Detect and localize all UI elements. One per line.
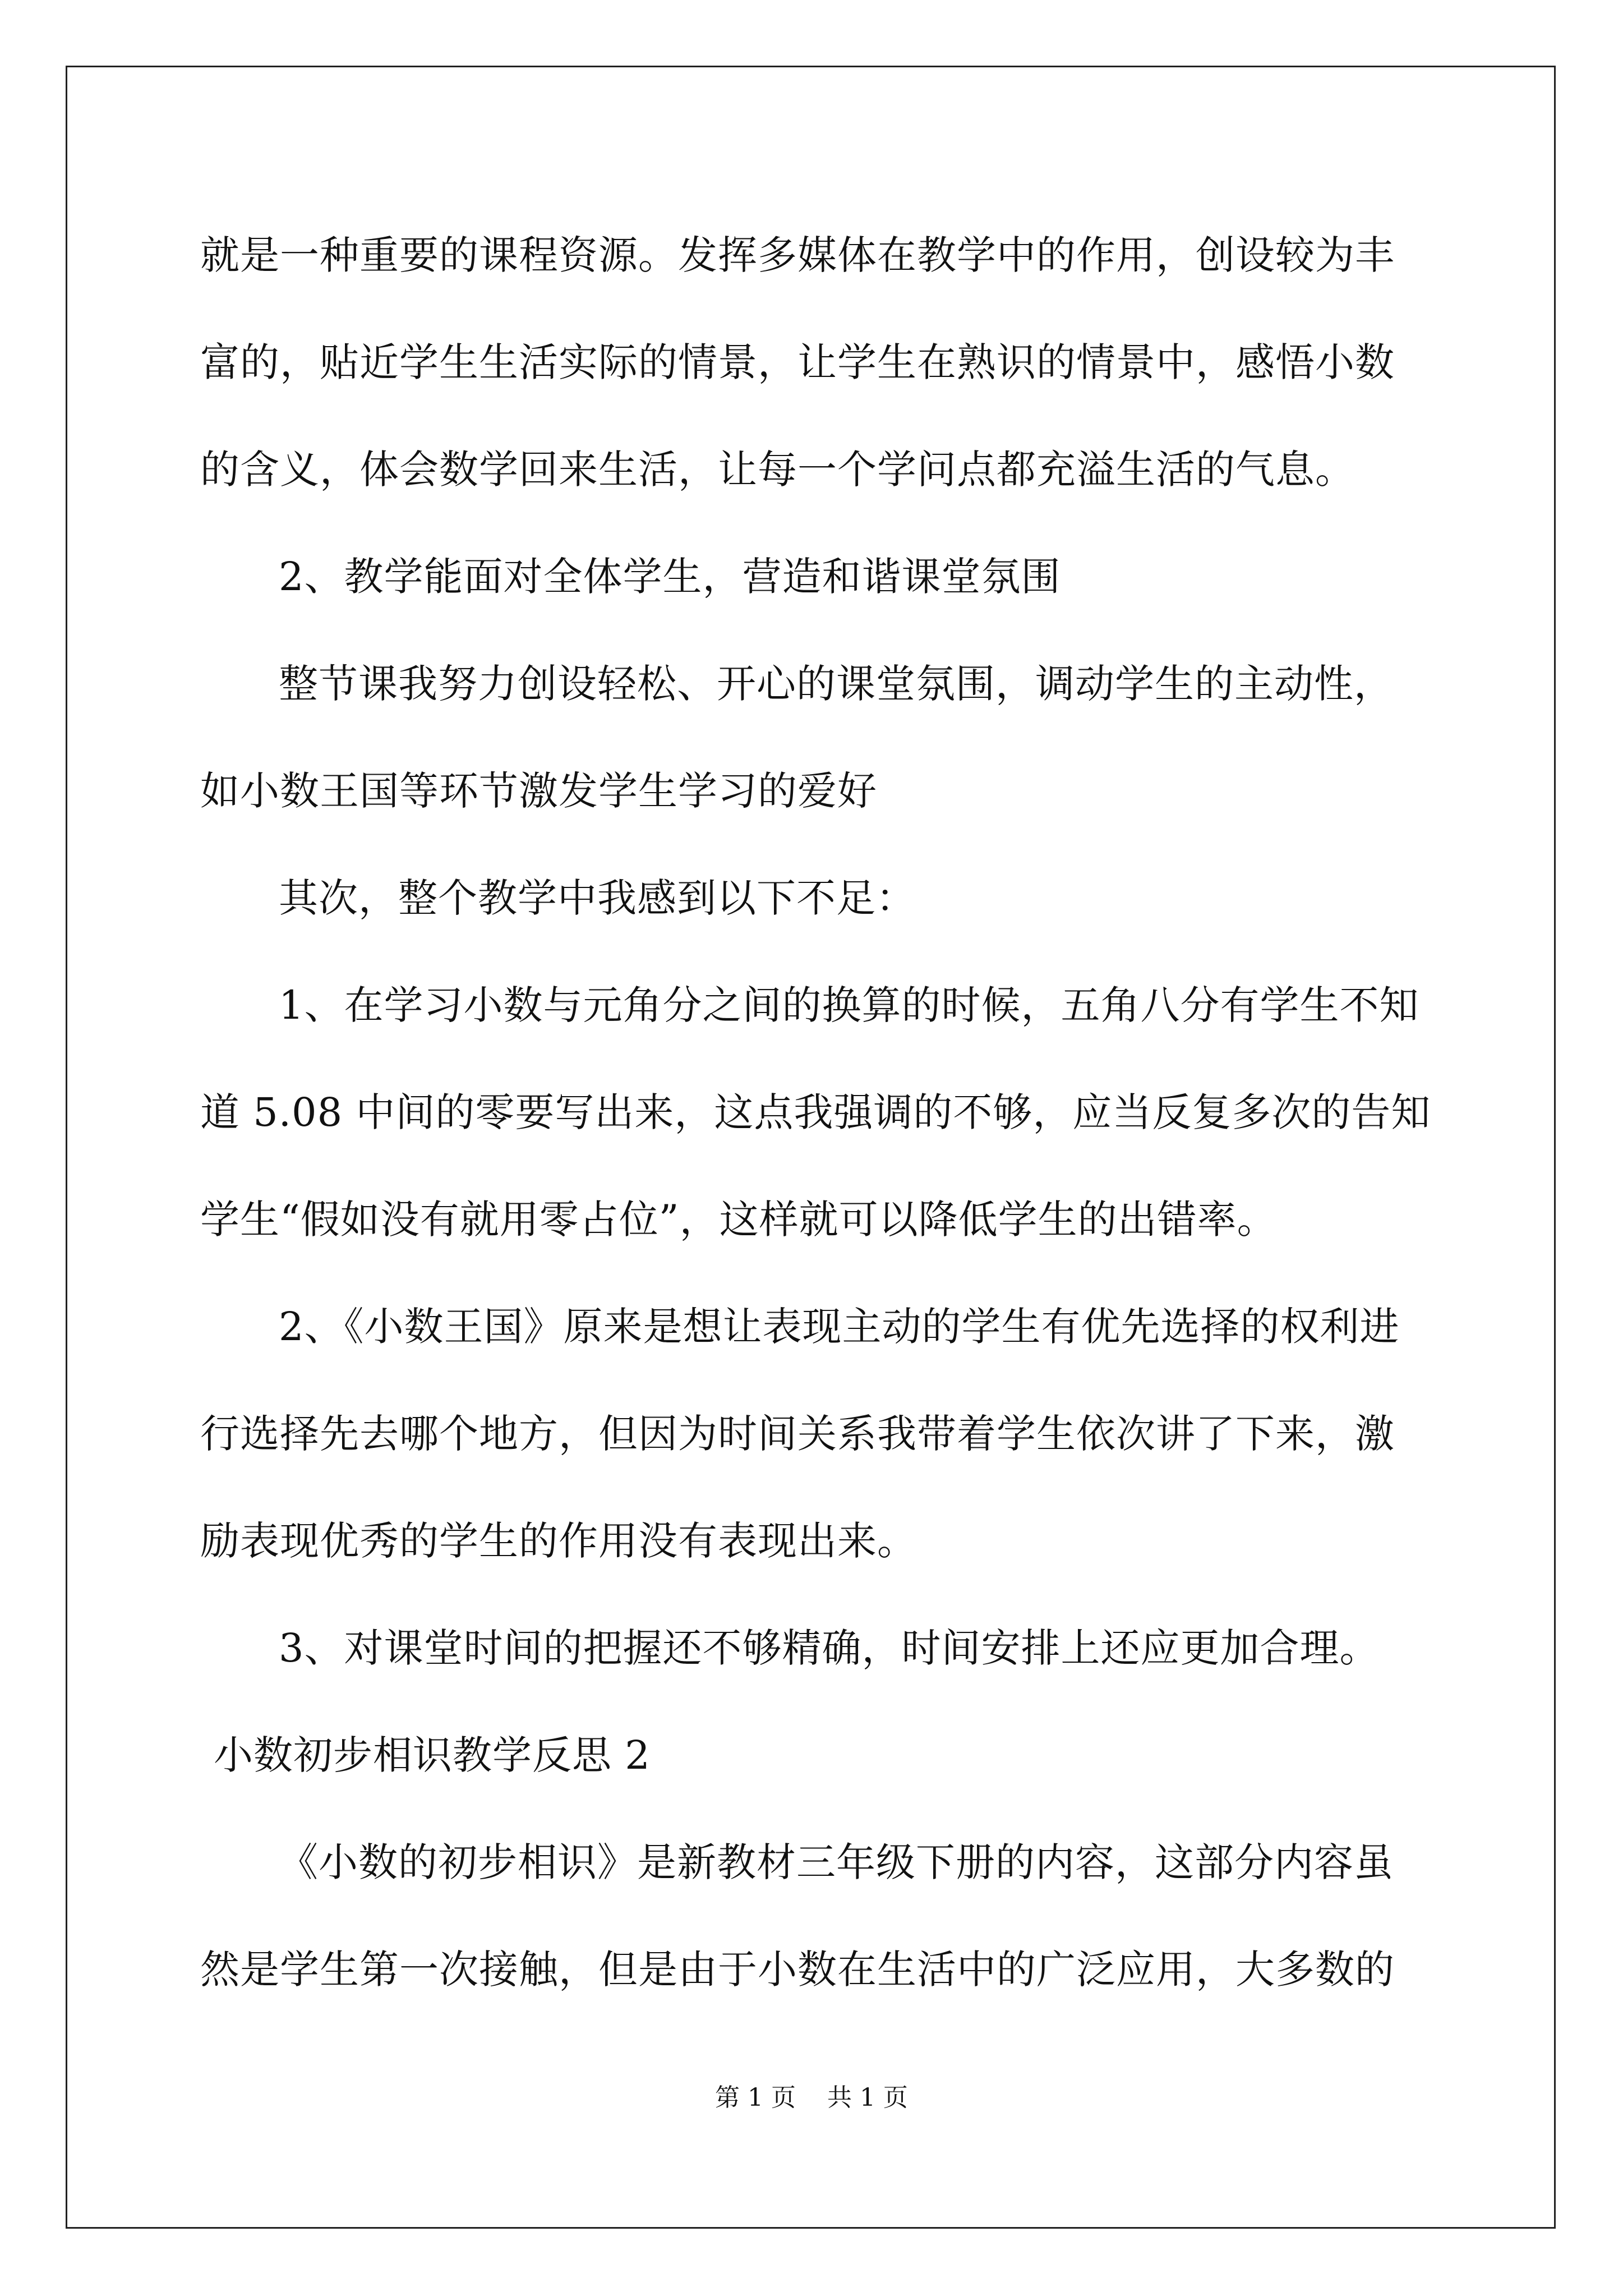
body-line: 行选择先去哪个地方，但因为时间关系我带着学生依次讲了下来，激 (200, 1411, 1395, 1457)
list-item-1: 1、在学习小数与元角分之间的换算的时候，五角八分有学生不知 (279, 982, 1419, 1028)
body-line: 如小数王国等环节激发学生学习的爱好 (200, 768, 877, 814)
body-line: 整节课我努力创设轻松、开心的课堂氛围，调动学生的主动性， (279, 661, 1394, 707)
body-line: 的含义，体会数学回来生活，让每一个学问点都充溢生活的气息。 (200, 447, 1355, 493)
page-footer (0, 2081, 1623, 2115)
section-heading: 小数初步相识教学反思 2 (214, 1732, 651, 1778)
section-point-2: 2、教学能面对全体学生，营造和谐课堂氛围 (279, 554, 1061, 600)
list-item-2: 2、《小数王国》原来是想让表现主动的学生有优先选择的权利进 (279, 1304, 1400, 1350)
body-line: 其次，整个教学中我感到以下不足： (279, 875, 916, 921)
body-line: 《小数的初步相识》是新教材三年级下册的内容，这部分内容虽 (279, 1839, 1394, 1885)
body-line: 道 5.08 中间的零要写出来，这点我强调的不够，应当反复多次的告知 (200, 1089, 1431, 1135)
body-line: 励表现优秀的学生的作用没有表现出来。 (200, 1518, 917, 1564)
document-body (200, 202, 1434, 2023)
body-line: 就是一种重要的课程资源。发挥多媒体在教学中的作用，创设较为丰 (200, 232, 1395, 278)
body-line: 然是学生第一次接触，但是由于小数在生活中的广泛应用，大多数的 (200, 1947, 1395, 1993)
body-line: 学生“假如没有就用零占位”，这样就可以降低学生的出错率。 (200, 1197, 1277, 1243)
body-line: 富的，贴近学生生活实际的情景，让学生在熟识的情景中，感悟小数 (200, 339, 1395, 385)
list-item-3: 3、对课堂时间的把握还不够精确，时间安排上还应更加合理。 (279, 1625, 1380, 1671)
page-number: 第 1 页 共 1 页 (715, 2083, 908, 2112)
